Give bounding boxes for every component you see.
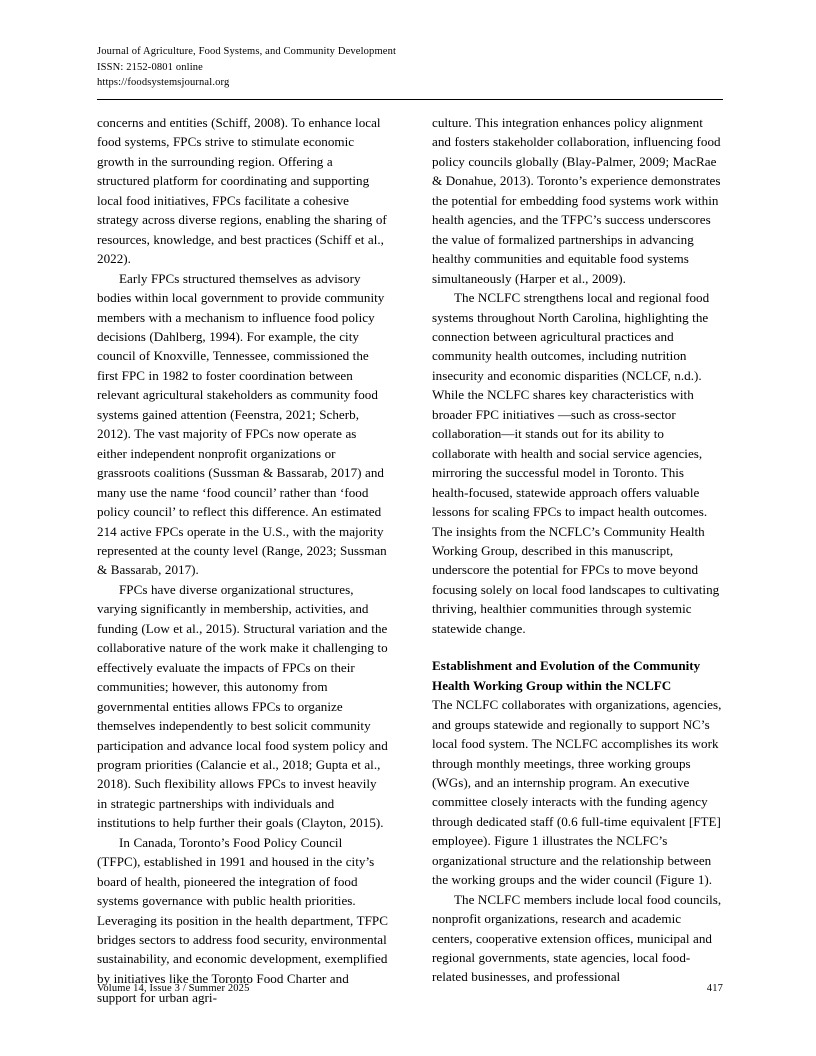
paragraph: FPCs have diverse organizational structures, varying significantly in membership, activities, and funding (Low et al., 2015). Structural variation and the collaborative nature of the work make it challenging to effectively evaluate the impacts of FPCs on their communities; however, this autonomy from governmental entities allows FPCs to organize themselves independently to best solicit community participation and advance local food system policy and program priorities (Calancie et al., 2018; Gupta et al., 2018). Such flexibility allows FPCs to invest heavily in strategic partnerships with individuals and institutions to help further their goals (Clayton, 2015). xyxy=(97,581,388,831)
paragraph: The NCLFC members include local food councils, nonprofit organizations, research and academic centers, cooperative extension offices, municipal and regional governments, state agencies, local food-related businesses, and professional xyxy=(432,891,722,985)
paragraph: culture. This integration enhances policy alignment and fosters stakeholder collaboration, influencing food policy councils globally (Blay-Palmer, 2009; MacRae & Donahue, 2013). Toronto’s experience demonstrates the potential for embedding food systems work within health agencies, and the TFPC’s success underscores the value of formalized partnerships in advancing healthy communities and equitable food systems simultaneously (Harper et al., 2009). xyxy=(432,115,721,286)
journal-url: https://foodsystemsjournal.org xyxy=(97,77,230,88)
paragraph: The NCLFC strengthens local and regional food systems throughout North Carolina, highlighting the connection between agricultural practices and community health outcomes, including nutrition insecurity and economic disparities (NCLCF, n.d.). While the NCLFC shares key characteristics with broader FPC initiatives —such as cross-sector collaboration—it stands out for its ability to collaborate with health and social service agencies, mirroring the successful model in Toronto. This health-focused, statewide approach offers valuable lessons for scaling FPCs to impact health outcomes. The insights from the NCFLC’s Community Health Working Group, described in this manuscript, underscore the potential for FPCs to move beyond focusing solely on local food landscapes to cultivating thriving, healthier communities through systemic statewide change. xyxy=(432,290,720,636)
body-columns xyxy=(97,113,723,1008)
issue-label: Volume 14, Issue 3 / Summer 2025 xyxy=(97,983,250,994)
left-column xyxy=(97,113,388,1008)
right-column xyxy=(432,113,723,1008)
paragraph: Early FPCs structured themselves as advisory bodies within local government to provide community members with a mechanism to influence food policy decisions (Dahlberg, 1994). For example, the city council of Knoxville, Tennessee, commissioned the first FPC in 1982 to foster coordination between relevant agricultural stakeholders as community food systems gained attention (Feenstra, 2021; Scherb, 2012). The vast majority of FPCs now operate as either independent nonprofit organizations or grassroots coalitions (Sussman & Bassarab, 2017) and many use the name ‘food council’ rather than ‘food policy council’ to reflect this difference. An estimated 214 active FPCs operate in the U.S., with the majority represented at the county level (Range, 2023; Sussman & Bassarab, 2017). xyxy=(97,270,387,578)
header-divider xyxy=(97,99,723,100)
journal-issn: ISSN: 2152-0801 online xyxy=(97,61,203,73)
paragraph: The NCLFC collaborates with organizations, agencies, and groups statewide and regionally to support NC’s local food system. The NCLFC accomplishes its work through monthly meetings, three working groups (WGs), and an internship program. An executive committee closely interacts with the funding agency through dedicated staff (0.6 full-time equivalent [FTE] employee). Figure 1 illustrates the NCLFC’s organizational structure and the relationship between the working groups and the wider council (Figure 1). xyxy=(432,697,722,888)
paragraph: In Canada, Toronto’s Food Policy Council (TFPC), established in 1991 and housed in the city’s board of health, pioneered the integration of food systems governance with public health priorities. Leveraging its position in the health department, TFPC bridges sectors to address food security, environmental sustainability, and economic development, exemplified by initiatives like the Toronto Food Charter and support for urban agri- xyxy=(97,834,388,1006)
journal-title: Journal of Agriculture, Food Systems, and Community Development xyxy=(97,46,397,57)
page-number: 417 xyxy=(706,983,723,994)
paragraph: concerns and entities (Schiff, 2008). To enhance local food systems, FPCs strive to stimulate economic growth in the surrounding region. Offering a structured platform for coordinating and supporting local food initiatives, FPCs facilitate a cohesive strategy across diverse regions, enabling the sharing of resources, knowledge, and best practices (Schiff et al., 2022). xyxy=(97,115,387,267)
page-footer xyxy=(97,983,723,994)
masthead xyxy=(97,44,723,91)
section-heading: Establishment and Evolution of the Community Health Working Group within the NCLFC xyxy=(432,658,701,693)
